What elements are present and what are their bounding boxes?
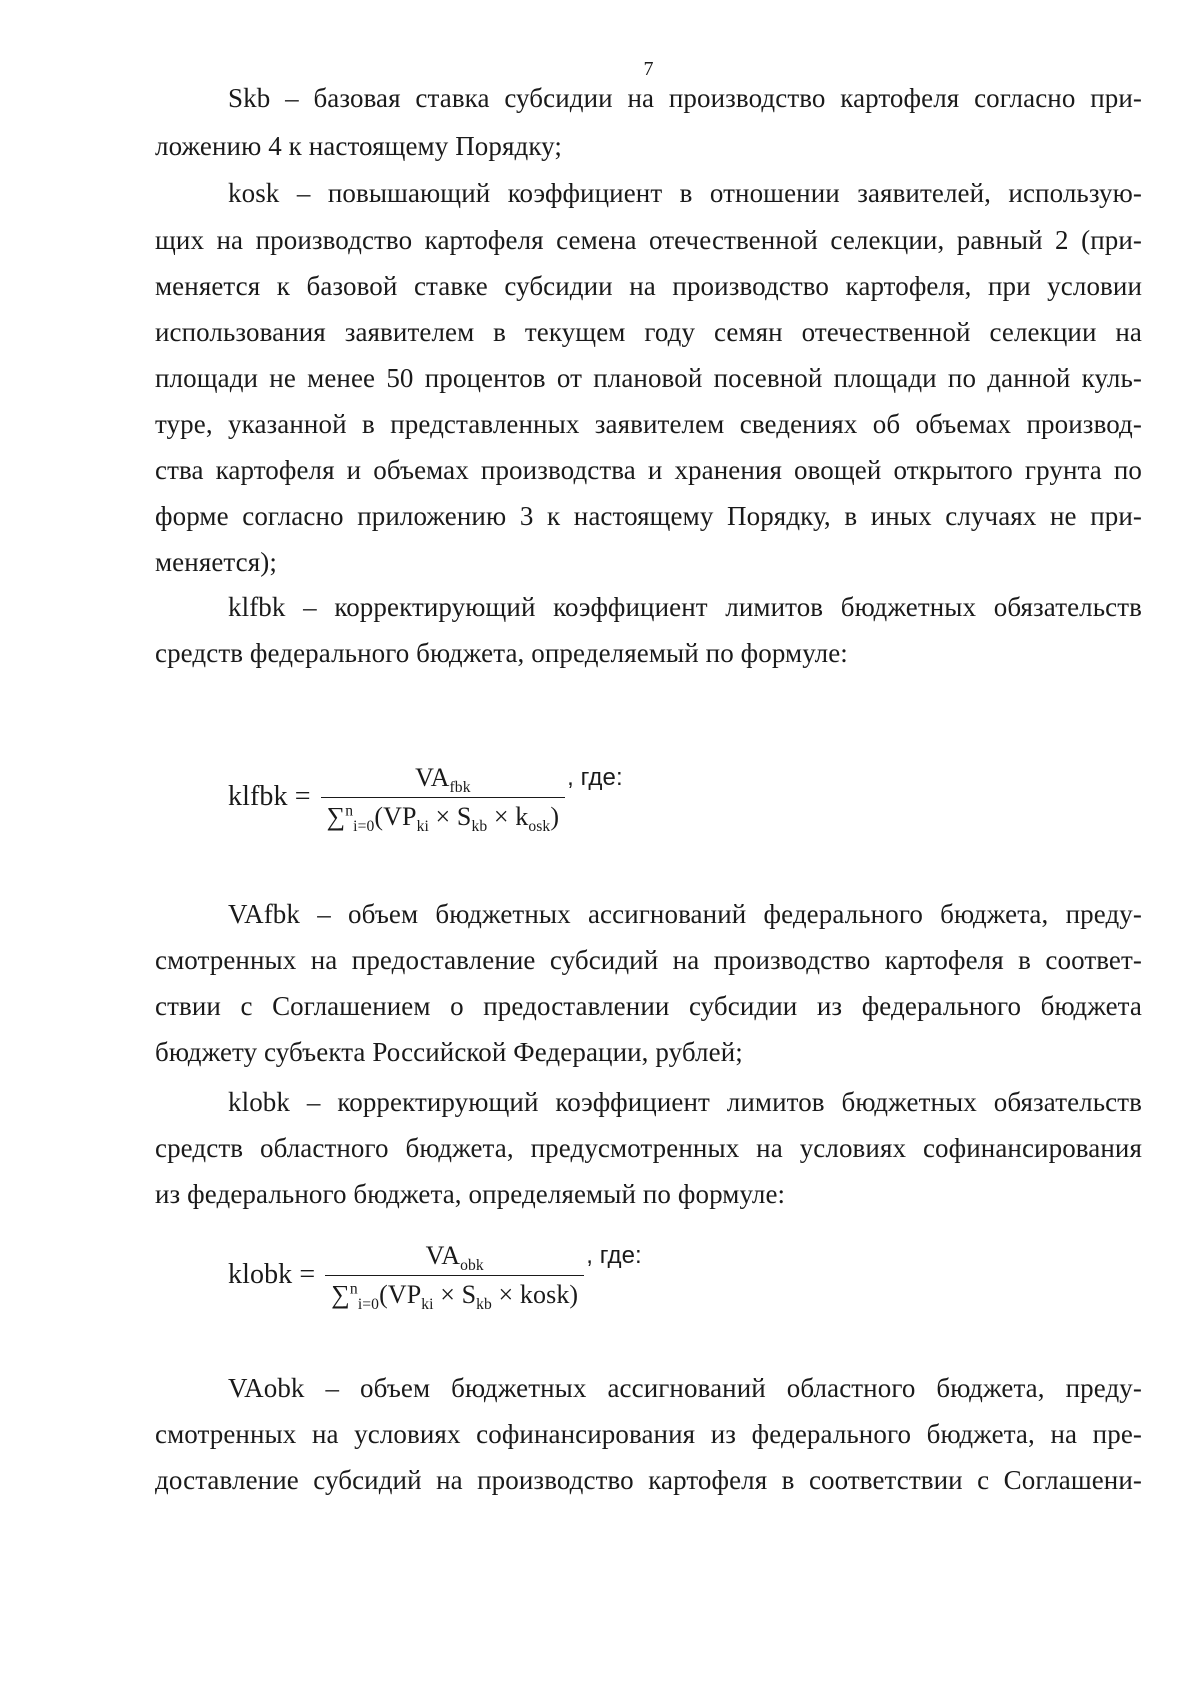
formula-fraction (325, 1240, 584, 1313)
formula-suffix: , где: (586, 1242, 642, 1269)
text-line: меняется); (155, 547, 277, 577)
text-line: туре, указанной в представленных заявителем сведениях об объемах производ- (155, 409, 1142, 439)
formula-klobk (228, 1230, 642, 1320)
formula-fraction (321, 762, 565, 835)
text-line: ства картофеля и объемах производства и хранения овощей открытого грунта по (155, 455, 1142, 485)
text-line: VAobk – объем бюджетных ассигнований областного бюджета, преду- (228, 1373, 1142, 1403)
text-line: klfbk – корректирующий коэффициент лимитов бюджетных обязательств (228, 592, 1142, 622)
text-line: ложению 4 к настоящему Порядку; (155, 131, 563, 161)
formula-klfbk (228, 752, 623, 842)
page-number: 7 (643, 58, 654, 80)
text-line: смотренных на предоставление субсидий на производство картофеля в соответ- (155, 945, 1142, 975)
text-line: доставление субсидий на производство картофеля в соответствии с Соглашени- (155, 1465, 1142, 1495)
text-line: средств федерального бюджета, определяемый по формуле: (155, 638, 848, 668)
text-line: бюджету субъекта Российской Федерации, рублей; (155, 1037, 743, 1067)
text-line: средств областного бюджета, предусмотренных на условиях софинансирования (155, 1133, 1142, 1163)
text-line: форме согласно приложению 3 к настоящему Порядку, в иных случаях не при- (155, 501, 1142, 531)
text-line: площади не менее 50 процентов от плановой посевной площади по данной куль- (155, 363, 1142, 393)
formula-suffix: , где: (567, 764, 623, 791)
text-line: ствии с Соглашением о предоставлении субсидии из федерального бюджета (155, 991, 1142, 1021)
text-line: klobk – корректирующий коэффициент лимитов бюджетных обязательств (228, 1087, 1142, 1117)
formula-numerator: $VA_{obk}$ (425, 1240, 484, 1274)
text-line: из федерального бюджета, определяемый по формуле: (155, 1179, 786, 1209)
text-line: смотренных на условиях софинансирования из федерального бюджета, на пре- (155, 1419, 1142, 1449)
formula-denominator: $\sum^n_{i=0}(VP_{ki} \times S_{kb} \times k_{osk})$ (326, 801, 560, 835)
formula-lhs: klobk = (228, 1259, 316, 1290)
text-line: Skb – базовая ставка субсидии на производство картофеля согласно при- (228, 83, 1142, 113)
text-line: щих на производство картофеля семена отечественной селекции, равный 2 (при- (155, 225, 1142, 255)
text-line: меняется к базовой ставке субсидии на производство картофеля, при условии (155, 271, 1142, 301)
text-line: VAfbk – объем бюджетных ассигнований федерального бюджета, преду- (228, 899, 1142, 929)
text-line: использования заявителем в текущем году семян отечественной селекции на (155, 317, 1142, 347)
formula-numerator: $VA_{fbk}$ (415, 762, 471, 796)
formula-lhs: klfbk = (228, 781, 311, 812)
formula-denominator: $\sum^n_{i=0}(VP_{ki} \times S_{kb}$ × kosk) (331, 1279, 579, 1313)
text-line: kosk – повышающий коэффициент в отношении заявителей, использую- (228, 178, 1142, 208)
